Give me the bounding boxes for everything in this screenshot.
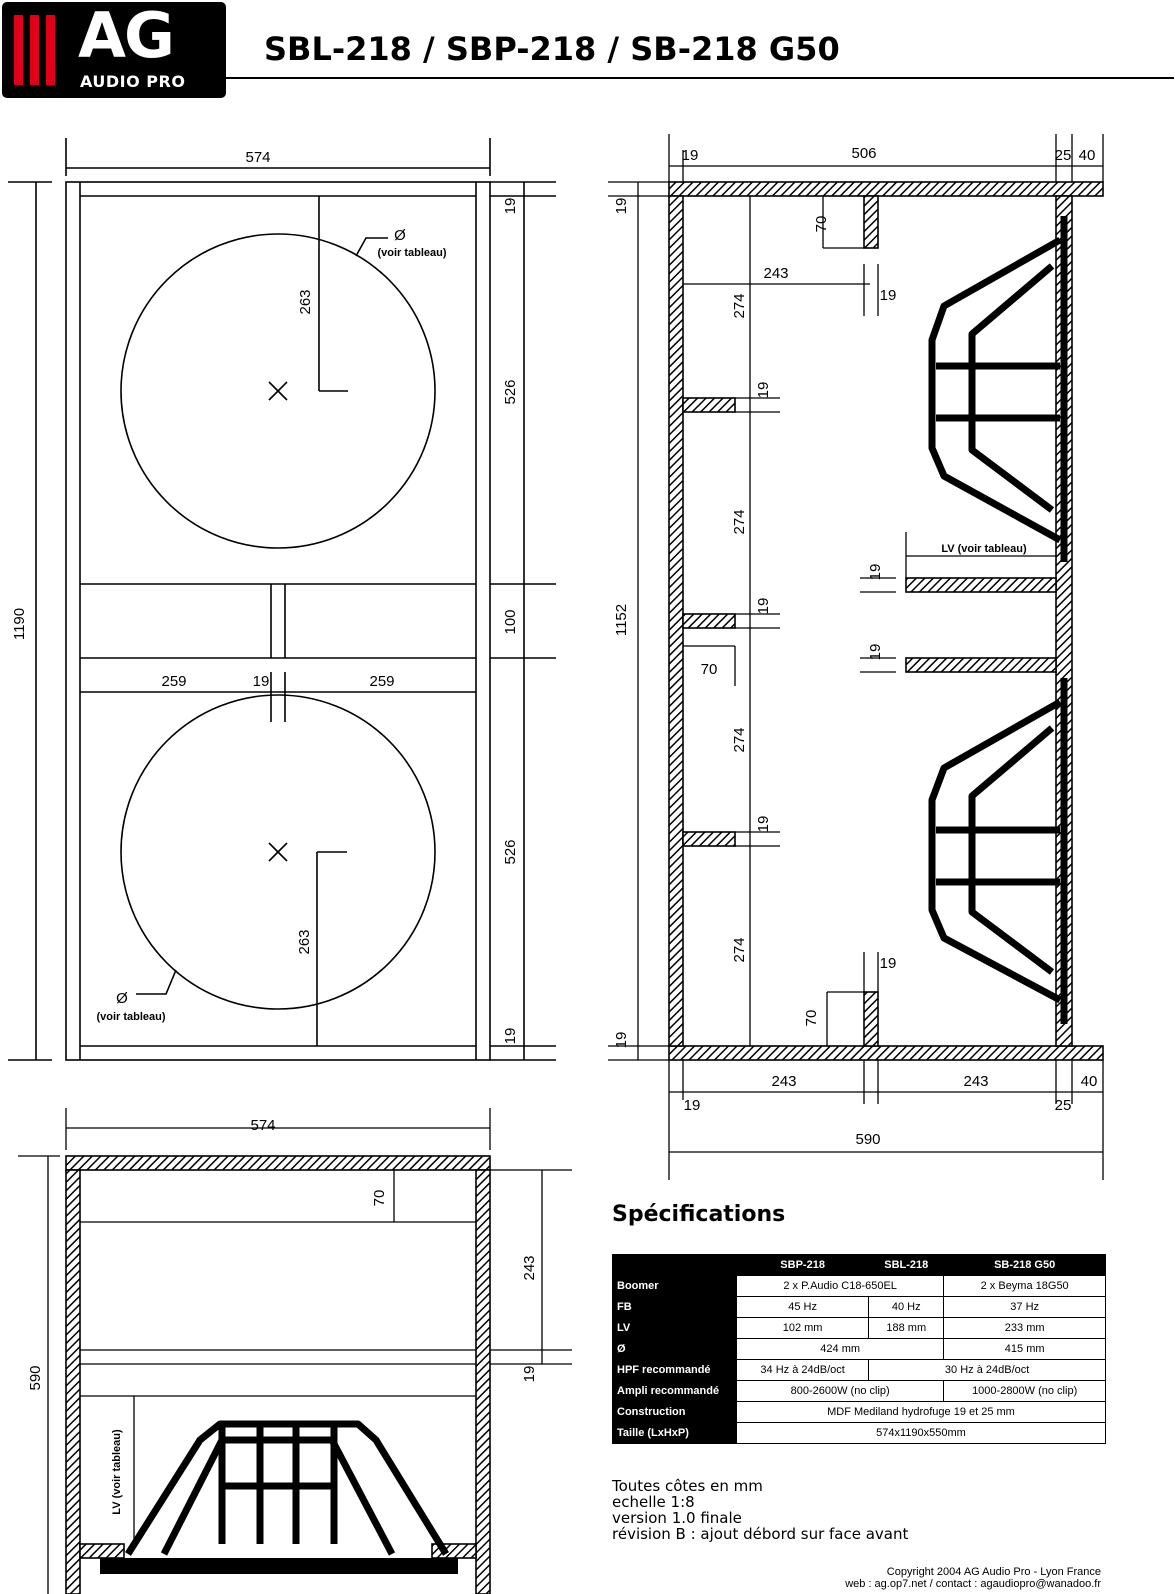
dim-25-bottom: 25 (1054, 1097, 1072, 1114)
dim-top-25: 25 (1054, 147, 1072, 164)
dim-top-view-depth: 590 (27, 1365, 44, 1391)
dim-side-526-bottom: 526 (502, 839, 519, 865)
top-view-labels (27, 1117, 538, 1515)
specs-col-header: SB-218 G50 (944, 1255, 1106, 1276)
dim-left-1152: 1152 (613, 603, 630, 637)
diam-note-top: (voir tableau) (377, 247, 447, 259)
dim-274-4: 274 (731, 937, 748, 963)
table-cell: 233 mm (944, 1318, 1106, 1339)
dim-top-view-width: 574 (250, 1117, 276, 1134)
note-line: echelle 1:8 (612, 1493, 695, 1511)
copyright-line: Copyright 2004 AG Audio Pro - Lyon France (886, 1566, 1101, 1578)
row-label: LV (613, 1318, 737, 1339)
dim-top-view-70: 70 (371, 1189, 388, 1207)
top-panel (669, 182, 1103, 196)
rear-panel (669, 196, 683, 1046)
table-cell: 34 Hz à 24dB/oct (737, 1360, 869, 1381)
dim-top-40: 40 (1078, 147, 1096, 164)
table-cell: 2 x P.Audio C18-650EL (737, 1276, 944, 1297)
dim-70-bottom: 70 (803, 1009, 820, 1027)
dim-left-19-bottom: 19 (613, 1031, 630, 1049)
row-label: Taille (LxHxP) (613, 1423, 737, 1444)
table-cell: 2 x Beyma 18G50 (944, 1276, 1106, 1297)
front-view-labels (11, 149, 519, 1044)
row-label: Construction (613, 1402, 737, 1423)
page-title: SBL-218 / SBP-218 / SB-218 G50 (264, 30, 840, 68)
dim-274-1: 274 (731, 293, 748, 319)
specs-table (612, 1254, 1106, 1444)
table-cell: 424 mm (737, 1339, 944, 1360)
table-cell: 37 Hz (944, 1297, 1106, 1318)
row-label: FB (613, 1297, 737, 1318)
logo-subtitle: AUDIO PRO (80, 72, 186, 91)
row-label: Ø (613, 1339, 737, 1360)
dim-side-19-bottom: 19 (502, 1027, 519, 1045)
top-view-front (66, 1156, 490, 1170)
note-line: Toutes côtes en mm (612, 1477, 763, 1495)
dim-274-2: 274 (731, 509, 748, 535)
table-cell: 45 Hz (737, 1297, 869, 1318)
dim-19-port-b: 19 (867, 643, 884, 661)
dim-19-b: 19 (755, 597, 772, 615)
top-view-left (66, 1170, 80, 1594)
diam-note-bottom: (voir tableau) (96, 1011, 166, 1023)
table-cell: 30 Hz à 24dB/oct (869, 1360, 1106, 1381)
lv-label-top: LV (voir tableau) (111, 1429, 123, 1515)
bottom-panel (669, 1046, 1103, 1060)
dim-brace-right: 259 (369, 673, 395, 690)
dim-19-bottom-left: 19 (683, 1097, 701, 1114)
diam-symbol-bottom: Ø (116, 990, 128, 1007)
table-cell: MDF Mediland hydrofuge 19 et 25 mm (737, 1402, 1106, 1423)
side-driver-bottom (932, 678, 1064, 1024)
specs-col-header (613, 1255, 737, 1276)
dim-side-526-top: 526 (502, 379, 519, 405)
diam-symbol-top: Ø (394, 227, 406, 244)
dim-19-top: 19 (879, 287, 897, 304)
drawing-notes (612, 1478, 908, 1542)
dim-front-width: 574 (245, 149, 271, 166)
top-view-driver-flange (100, 1558, 458, 1574)
dim-side-19-top: 19 (502, 197, 519, 215)
table-row (613, 1402, 1106, 1423)
dim-radius-bottom: 263 (296, 929, 313, 955)
side-driver-top (932, 216, 1064, 562)
table-cell: 800-2600W (no clip) (737, 1381, 944, 1402)
dim-243-bottom-left: 243 (771, 1073, 797, 1090)
dim-590-bottom: 590 (855, 1131, 881, 1148)
dim-brace-left: 259 (161, 673, 187, 690)
table-cell: 188 mm (869, 1318, 944, 1339)
specs-col-header: SBP-218 (737, 1255, 869, 1276)
dim-top-view-243: 243 (521, 1255, 538, 1281)
dim-front-height: 1190 (11, 607, 28, 641)
note-line: version 1.0 finale (612, 1509, 742, 1527)
table-row (613, 1381, 1106, 1402)
table-row (613, 1318, 1106, 1339)
lv-label-side: LV (voir tableau) (941, 543, 1027, 555)
table-row (613, 1423, 1106, 1444)
front-view (8, 138, 556, 1060)
dim-19-c: 19 (755, 815, 772, 833)
top-view-right (476, 1170, 490, 1594)
copyright (845, 1566, 1101, 1590)
note-line: révision B : ajout débord sur face avant (612, 1525, 909, 1543)
dim-top-view-19: 19 (521, 1365, 538, 1383)
table-row (613, 1297, 1106, 1318)
front-outline (66, 182, 490, 1060)
dim-243-bottom-right: 243 (963, 1073, 989, 1090)
copyright-line: web : ag.op7.net / contact : agaudiopro@wanadoo.fr (845, 1578, 1101, 1590)
dim-top-506: 506 (851, 145, 877, 162)
specs-col-header: SBL-218 (869, 1255, 944, 1276)
port-panel-lower (906, 658, 1056, 672)
row-label: HPF recommandé (613, 1360, 737, 1381)
dim-brace-mid: 19 (252, 673, 270, 690)
dim-40-bottom: 40 (1080, 1073, 1098, 1090)
dim-274-3: 274 (731, 727, 748, 753)
dim-top-19: 19 (681, 147, 699, 164)
logo-brand: AG (78, 0, 173, 72)
table-row (613, 1360, 1106, 1381)
specs-title: Spécifications (612, 1202, 786, 1227)
dim-70-mid: 70 (700, 661, 718, 678)
dim-19-port-a: 19 (867, 563, 884, 581)
port-panel-upper (906, 578, 1056, 592)
table-row (613, 1339, 1106, 1360)
dim-243-top: 243 (763, 265, 789, 282)
row-label: Ampli recommandé (613, 1381, 737, 1402)
table-cell: 40 Hz (869, 1297, 944, 1318)
table-cell: 102 mm (737, 1318, 869, 1339)
dim-radius-top: 263 (297, 289, 314, 315)
dim-70-top: 70 (813, 215, 830, 233)
table-cell: 574x1190x550mm (737, 1423, 1106, 1444)
specs-header-row (613, 1255, 1106, 1276)
dim-19-bottom: 19 (879, 955, 897, 972)
row-label: Boomer (613, 1276, 737, 1297)
dim-19-a: 19 (755, 381, 772, 399)
dim-side-100: 100 (502, 609, 519, 635)
table-row (613, 1276, 1106, 1297)
top-view-driver (128, 1424, 446, 1554)
table-cell: 415 mm (944, 1339, 1106, 1360)
table-cell: 1000-2800W (no clip) (944, 1381, 1106, 1402)
dim-left-19-top: 19 (613, 197, 630, 215)
